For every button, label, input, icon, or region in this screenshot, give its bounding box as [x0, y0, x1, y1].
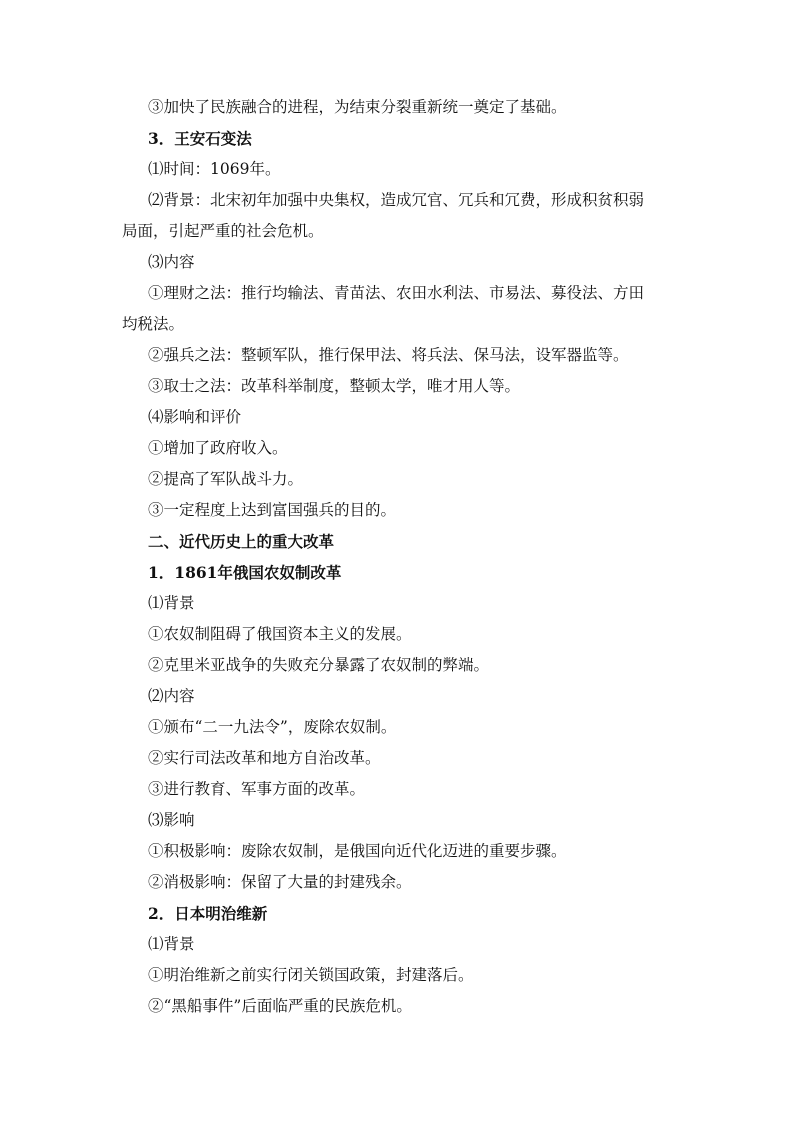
text-line: ③加快了民族融合的进程，为结束分裂重新统一奠定了基础。 [148, 98, 567, 116]
text-line: ①农奴制阻碍了俄国资本主义的发展。 [148, 625, 412, 643]
text-line: ③进行教育、军事方面的改革。 [148, 780, 366, 798]
text-line: ⑴时间：1069年。 [148, 160, 281, 178]
text-line: 均税法。 [122, 315, 185, 333]
text-line: ①积极影响：废除农奴制，是俄国向近代化迈进的重要步骤。 [148, 842, 567, 860]
text-line: ⑶影响 [148, 811, 195, 829]
text-line: ①明治维新之前实行闭关锁国政策，封建落后。 [148, 966, 474, 984]
text-line: ⑷影响和评价 [148, 408, 242, 426]
text-line: ②强兵之法：整顿军队，推行保甲法、将兵法、保马法，设军器监等。 [148, 346, 629, 364]
text-line: ⑴背景 [148, 935, 195, 953]
text-line: ①颁布“二一九法令”，废除农奴制。 [148, 718, 397, 736]
section-heading: 2．日本明治维新 [148, 904, 268, 923]
text-line: ②“黑船事件”后面临严重的民族危机。 [148, 997, 412, 1015]
text-line: ①理财之法：推行均输法、青苗法、农田水利法、市易法、募役法、方田 [148, 284, 645, 302]
text-line: ③一定程度上达到富国强兵的目的。 [148, 501, 397, 519]
section-heading: 3．王安石变法 [148, 129, 252, 148]
document-page [122, 92, 682, 1022]
section-heading: 1．1861年俄国农奴制改革 [148, 563, 342, 582]
text-line: ⑵内容 [148, 687, 195, 705]
text-line: ①增加了政府收入。 [148, 439, 288, 457]
text-line: ⑶内容 [148, 253, 195, 271]
text-line: ②消极影响：保留了大量的封建残余。 [148, 873, 412, 891]
section-heading: 二、近代历史上的重大改革 [148, 532, 335, 551]
text-line: ⑴背景 [148, 594, 195, 612]
text-line: ②克里米亚战争的失败充分暴露了农奴制的弊端。 [148, 656, 490, 674]
text-line: ②提高了军队战斗力。 [148, 470, 304, 488]
text-line: ⑵背景：北宋初年加强中央集权，造成冗官、冗兵和冗费，形成积贫积弱 [148, 191, 645, 209]
text-line: ②实行司法改革和地方自治改革。 [148, 749, 381, 767]
text-line: ③取士之法：改革科举制度，整顿太学，唯才用人等。 [148, 377, 521, 395]
text-line: 局面，引起严重的社会危机。 [122, 222, 324, 240]
